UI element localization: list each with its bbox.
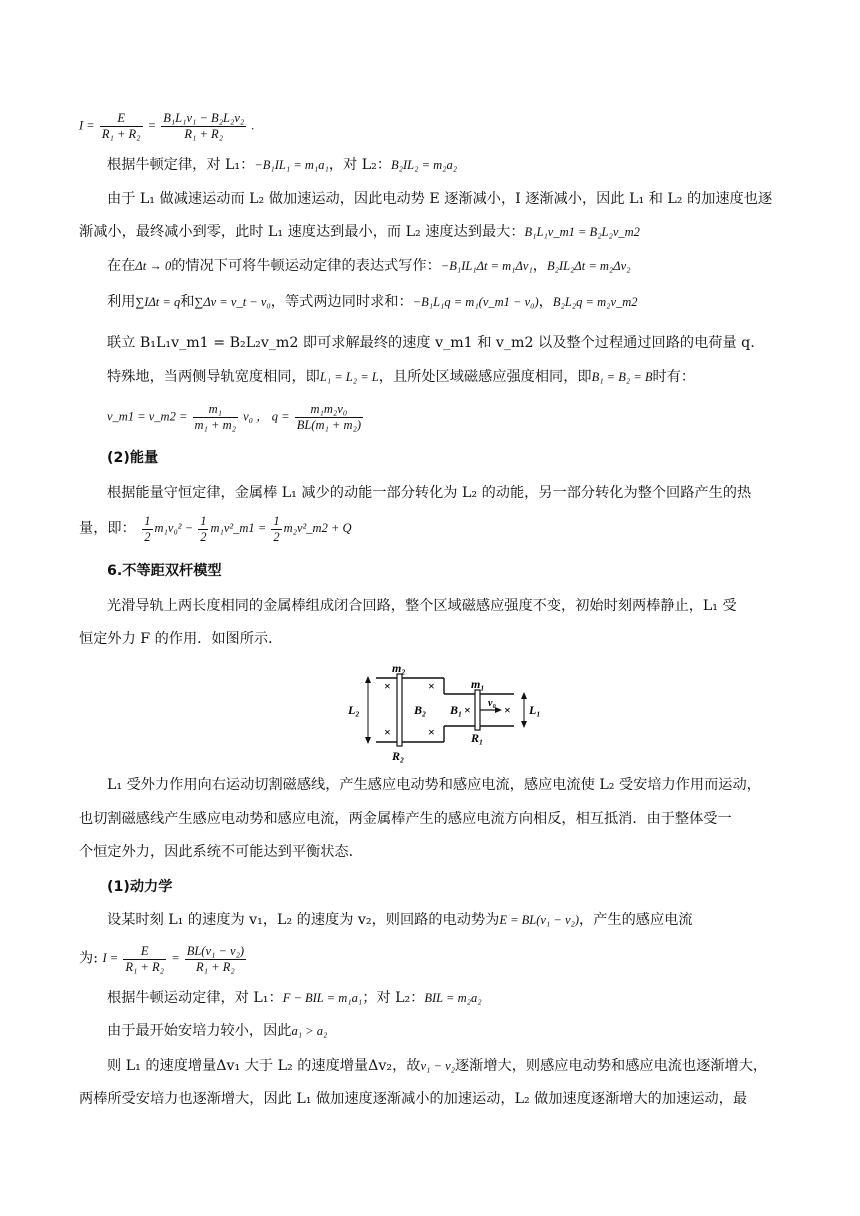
equation-energy: 量，即： $\frac{1}{2}$ m₁v₀² − $\frac{1}{2}$ m₁v²_m1 = $\frac{1}{2}$ m₂v²_m2 + Q	[79, 514, 352, 544]
svg-text:m₂: m₂	[392, 664, 406, 675]
svg-text:×: ×	[384, 679, 391, 693]
fraction: $\frac{E}{\text{R₁ + R₂}}$	[101, 111, 141, 141]
paragraph-combine: 联立 B₁L₁v_m1 = B₂L₂v_m2 即可求解最终的速度 v_m1 和 v_m2 以及整个过程通过回路的电荷量 q.	[107, 335, 755, 351]
fraction: $\frac{1}{2}$	[200, 514, 207, 544]
paragraph-special: 特殊地，当两侧导轨宽度相同，即L₁ = L₂ = L，且所处区域磁感应强度相同，即B₁ = B₂ = B时有：	[107, 369, 696, 385]
fraction: $\frac{1}{2}$	[144, 514, 151, 544]
paragraph-increment-line2: 两棒所受安培力也逐渐增大，因此 L₁ 做加速度逐渐减小的加速运动，L₂ 做加速度逐渐增大的加速运动，最	[79, 1091, 748, 1107]
svg-text:B₁: B₁	[450, 703, 463, 717]
paragraph-analysis-line2: 也切割磁感线产生感应电动势和感应电流，两金属棒产生的感应电流方向相反，相互抵消．由于整体受一	[79, 811, 732, 827]
fraction: $\frac{\text{m₁m₂v₀}}{\text{BL(m₁ + m₂)}}$	[296, 402, 362, 432]
svg-text:R₁: R₁	[471, 731, 484, 745]
paragraph-intro-line1: 光滑导轨上两长度相同的金属棒组成闭合回路，整个区域磁感应强度不变，初始时刻两棒静止，L₁ 受	[107, 598, 737, 614]
svg-text:×: ×	[428, 725, 435, 739]
fraction: $\frac{E}{\text{R₁ + R₂}}$	[125, 944, 164, 974]
paragraph-emf: 设某时刻 L₁ 的速度为 v₁，L₂ 的速度为 v₂，则回路的电动势为E = BL(v₁ − v₂)，产生的感应电流	[107, 912, 693, 928]
rail-diagram	[346, 664, 556, 768]
paragraph-initial: 由于最开始安培力较小，因此a₁ > a₂	[107, 1023, 328, 1039]
bar-l1	[475, 690, 480, 730]
svg-text:L₂: L₂	[348, 703, 360, 717]
paragraph-decel-line1: 由于 L₁ 做减速运动而 L₂ 做加速运动，因此电动势 E 逐渐减小，I 逐渐减小，因此 L₁ 和 L₂ 的加速度也逐	[107, 191, 773, 207]
paragraph-analysis-line1: L₁ 受外力作用向右运动切割磁感线，产生感应电动势和感应电流，感应电流使 L₂ 受安培力作用而运动，	[107, 777, 761, 793]
svg-text:B₂: B₂	[414, 703, 427, 717]
svg-text:m₁: m₁	[471, 677, 485, 691]
svg-text:v₀: v₀	[488, 698, 496, 709]
paragraph-newton-2: 根据牛顿运动定律，对 L₁：F − BIL = m₁a₁；对 L₂：BIL = m₂a₂	[107, 990, 482, 1006]
svg-text:×: ×	[428, 679, 435, 693]
paragraph-increment-line1: 则 L₁ 的速度增量Δv₁ 大于 L₂ 的速度增量Δv₂，故v₁ − v₂逐渐增大，则感应电动势和感应电流也逐渐增大，	[107, 1058, 768, 1074]
heading-energy: (2)能量	[107, 450, 159, 466]
paragraph-intro-line2: 恒定外力 F 的作用．如图所示．	[79, 631, 283, 647]
paragraph-limit: 在在Δt → 0的情况下可将牛顿运动定律的表达式写作：−B₁IL₁Δt = m₁Δv₁，B₂IL₂Δt = m₂Δv₂	[107, 258, 631, 274]
paragraph-decel-line2: 渐减小，最终减小到零，此时 L₁ 速度达到最小，而 L₂ 速度达到最大：B₁L₁v_m1 = B₂L₂v_m2	[79, 224, 640, 240]
fraction: $\frac{\text{B₁L₁v₁ − B₂L₂v₂}}{\text{R₁ + R₂}}$	[163, 111, 245, 141]
equation-current-2: 为: I = $\frac{E}{\text{R₁ + R₂}}$ = $\frac{\text{BL(v₁ − v₂)}}{\text{R₁ + R₂}}$	[79, 944, 245, 974]
heading-section-6: 6.不等距双杆模型	[107, 563, 222, 579]
fraction: $\frac{\text{BL(v₁ − v₂)}}{\text{R₁ + R₂}}$	[186, 944, 245, 974]
svg-text:L₁: L₁	[529, 703, 541, 717]
svg-text:R₂: R₂	[392, 749, 405, 763]
fraction: $\frac{1}{2}$	[273, 514, 280, 544]
bar-l2	[397, 674, 402, 746]
paragraph-analysis-line3: 个恒定外力，因此系统不可能达到平衡状态．	[79, 844, 363, 860]
equation-special: v_m1 = v_m2 = $\frac{\text{m₁}}{\text{m₁ + m₂}}$ v₀ ， q = $\frac{\text{m₁m₂v₀}}{\text{BL(m₁ + m₂)}}$	[107, 402, 362, 432]
paragraph-sum: 利用∑IΔt = q和∑Δv = v_t − v₀，等式两边同时求和：−B₁L₁q = m₁(v_m1 − v₀)，B₂L₂q = m₂v_m2	[107, 294, 638, 310]
equation-current-1: I = $\frac{E}{\text{R₁ + R₂}}$ = $\frac{\text{B₁L₁v₁ − B₂L₂v₂}}{\text{R₁ + R₂}}$ .	[79, 111, 255, 141]
svg-text:×: ×	[504, 703, 511, 717]
paragraph-energy-line1: 根据能量守恒定律，金属棒 L₁ 减少的动能一部分转化为 L₂ 的动能，另一部分转化为整个回路产生的热	[107, 485, 752, 501]
heading-dynamics: (1)动力学	[107, 879, 173, 895]
fraction: $\frac{\text{m₁}}{\text{m₁ + m₂}}$	[194, 402, 236, 432]
svg-text:×: ×	[384, 725, 391, 739]
svg-text:×: ×	[464, 703, 471, 717]
paragraph-newton-1: 根据牛顿定律，对 L₁：−B₁IL₁ = m₁a₁，对 L₂：B₂IL₂ = m₂a₂	[107, 157, 458, 173]
